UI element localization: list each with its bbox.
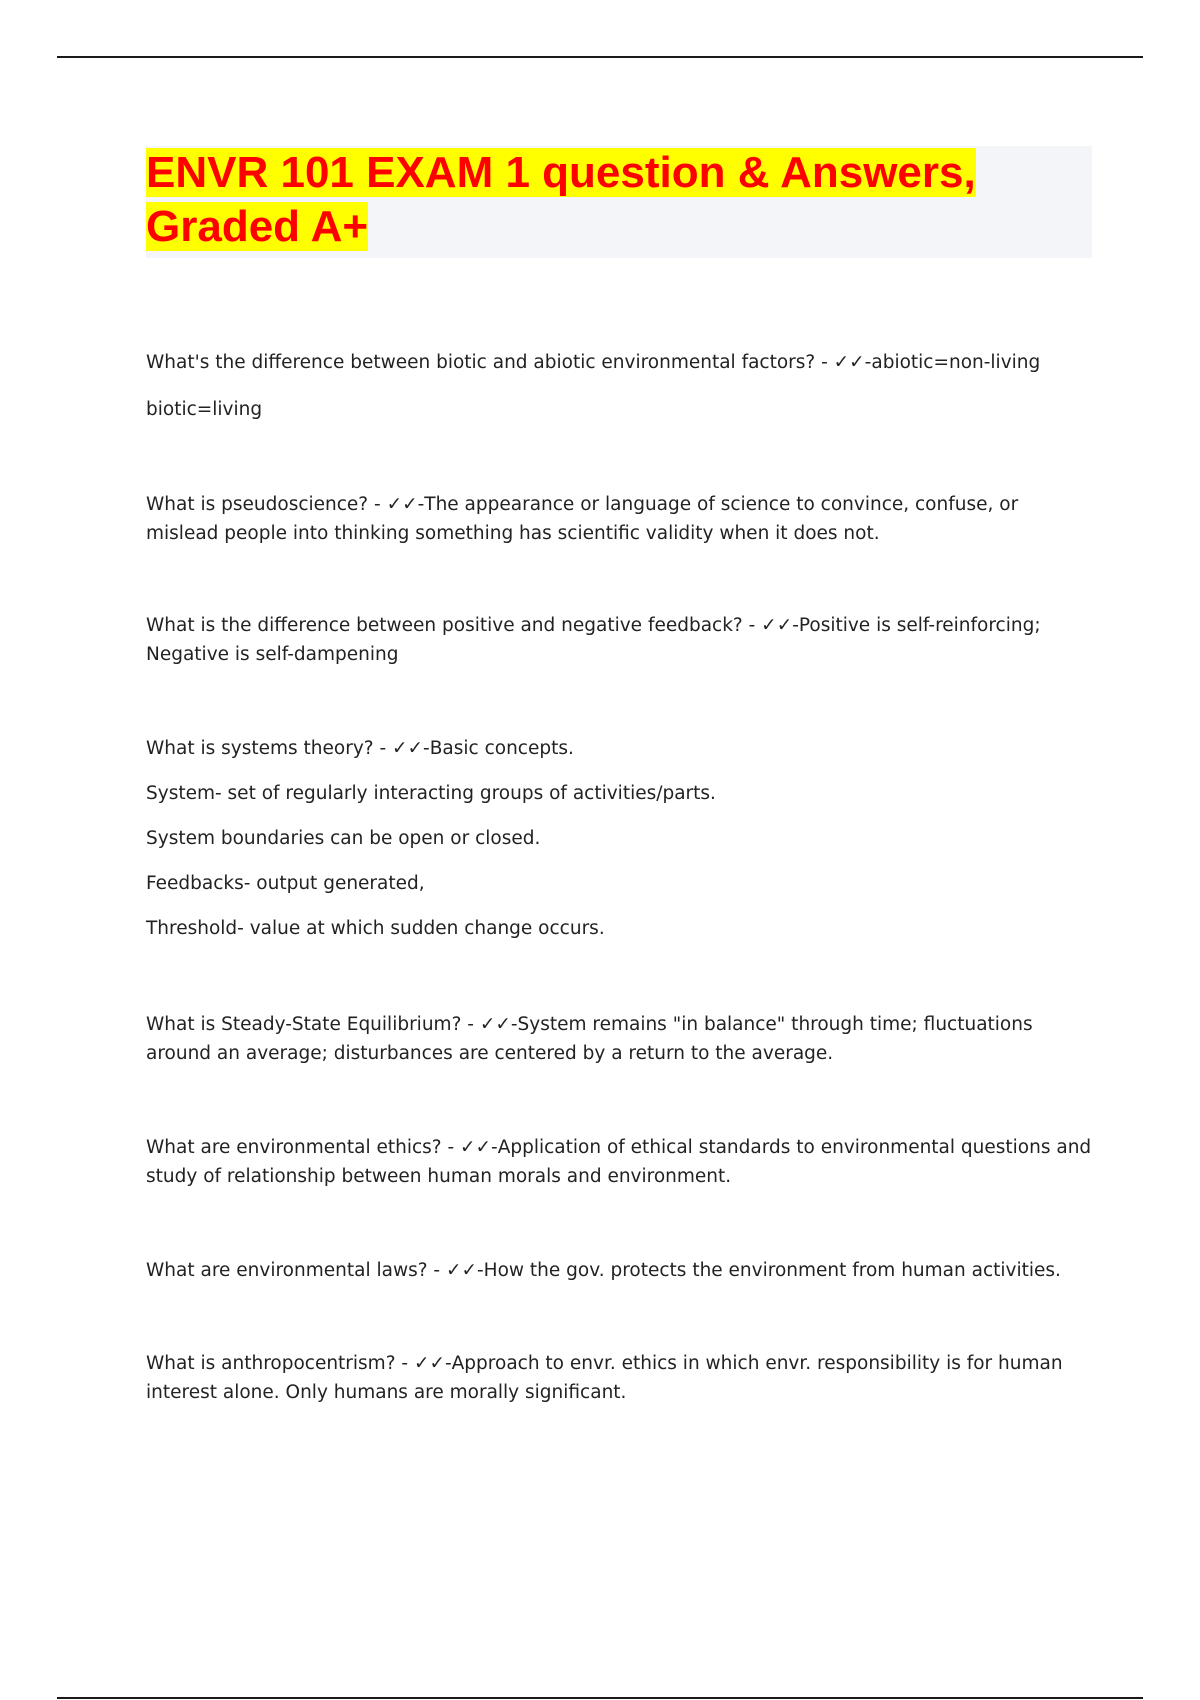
answer-extra-line: biotic=living bbox=[146, 399, 263, 420]
answer-text: Approach to envr. ethics in which envr. responsibility is for human interest alone. Only humans are morally significant. bbox=[146, 1353, 1063, 1403]
check-marks-separator: - ✓✓- bbox=[373, 738, 430, 759]
answer-extra-line: Threshold- value at which sudden change occurs. bbox=[146, 918, 605, 939]
qa-item bbox=[146, 1133, 1096, 1191]
qa-main-line bbox=[146, 490, 1096, 548]
answer-extra-line: System boundaries can be open or closed. bbox=[146, 828, 541, 849]
answer-text: System remains "in balance" through time; fluctuations around an average; disturbances are centered by a return to the average. bbox=[146, 1014, 1033, 1064]
question-text: What is anthropocentrism? bbox=[146, 1353, 396, 1374]
qa-main-line bbox=[146, 611, 1096, 669]
question-text: What is the difference between positive and negative feedback? bbox=[146, 615, 743, 636]
qa-item bbox=[146, 1256, 1096, 1285]
answer-text: How the gov. protects the environment from human activities. bbox=[483, 1260, 1061, 1281]
answer-text: Application of ethical standards to environmental questions and study of relationship between human morals and environment. bbox=[146, 1137, 1092, 1187]
check-marks-separator: - ✓✓- bbox=[368, 494, 425, 515]
qa-main-line bbox=[146, 1349, 1096, 1407]
answer-text: The appearance or language of science to convince, confuse, or mislead people into thinking something has scientific validity when it does not. bbox=[146, 494, 1019, 544]
answer-extra-line: Feedbacks- output generated, bbox=[146, 873, 425, 894]
check-marks-separator: - ✓✓- bbox=[395, 1353, 452, 1374]
question-text: What's the difference between biotic and abiotic environmental factors? bbox=[146, 352, 816, 373]
qa-main-line bbox=[146, 734, 1096, 763]
qa-item bbox=[146, 1010, 1096, 1068]
question-text: What are environmental laws? bbox=[146, 1260, 428, 1281]
check-marks-separator: - ✓✓- bbox=[427, 1260, 484, 1281]
qa-item bbox=[146, 490, 1096, 548]
bottom-rule bbox=[57, 1697, 1143, 1699]
answer-text: Basic concepts. bbox=[429, 738, 574, 759]
question-text: What is Steady-State Equilibrium? bbox=[146, 1014, 462, 1035]
qa-main-line bbox=[146, 1010, 1096, 1068]
question-text: What are environmental ethics? bbox=[146, 1137, 442, 1158]
answer-extra-line: System- set of regularly interacting groups of activities/parts. bbox=[146, 783, 716, 804]
qa-item bbox=[146, 1349, 1096, 1407]
document-title: ENVR 101 EXAM 1 question & Answers, Graded A+ bbox=[146, 148, 976, 251]
qa-item bbox=[146, 611, 1096, 669]
check-marks-separator: - ✓✓- bbox=[815, 352, 872, 373]
qa-main-line bbox=[146, 1133, 1096, 1191]
check-marks-separator: - ✓✓- bbox=[461, 1014, 518, 1035]
qa-main-line bbox=[146, 1256, 1096, 1285]
qa-item bbox=[146, 348, 1096, 424]
answer-text: abiotic=non-living bbox=[871, 352, 1041, 373]
answer-text: Positive is self-reinforcing; Negative is self-dampening bbox=[146, 615, 1041, 665]
top-rule bbox=[57, 56, 1143, 58]
qa-main-line bbox=[146, 348, 1096, 377]
question-text: What is systems theory? bbox=[146, 738, 374, 759]
qa-item bbox=[146, 734, 1096, 943]
check-marks-separator: - ✓✓- bbox=[441, 1137, 498, 1158]
check-marks-separator: - ✓✓- bbox=[742, 615, 799, 636]
question-text: What is pseudoscience? bbox=[146, 494, 369, 515]
